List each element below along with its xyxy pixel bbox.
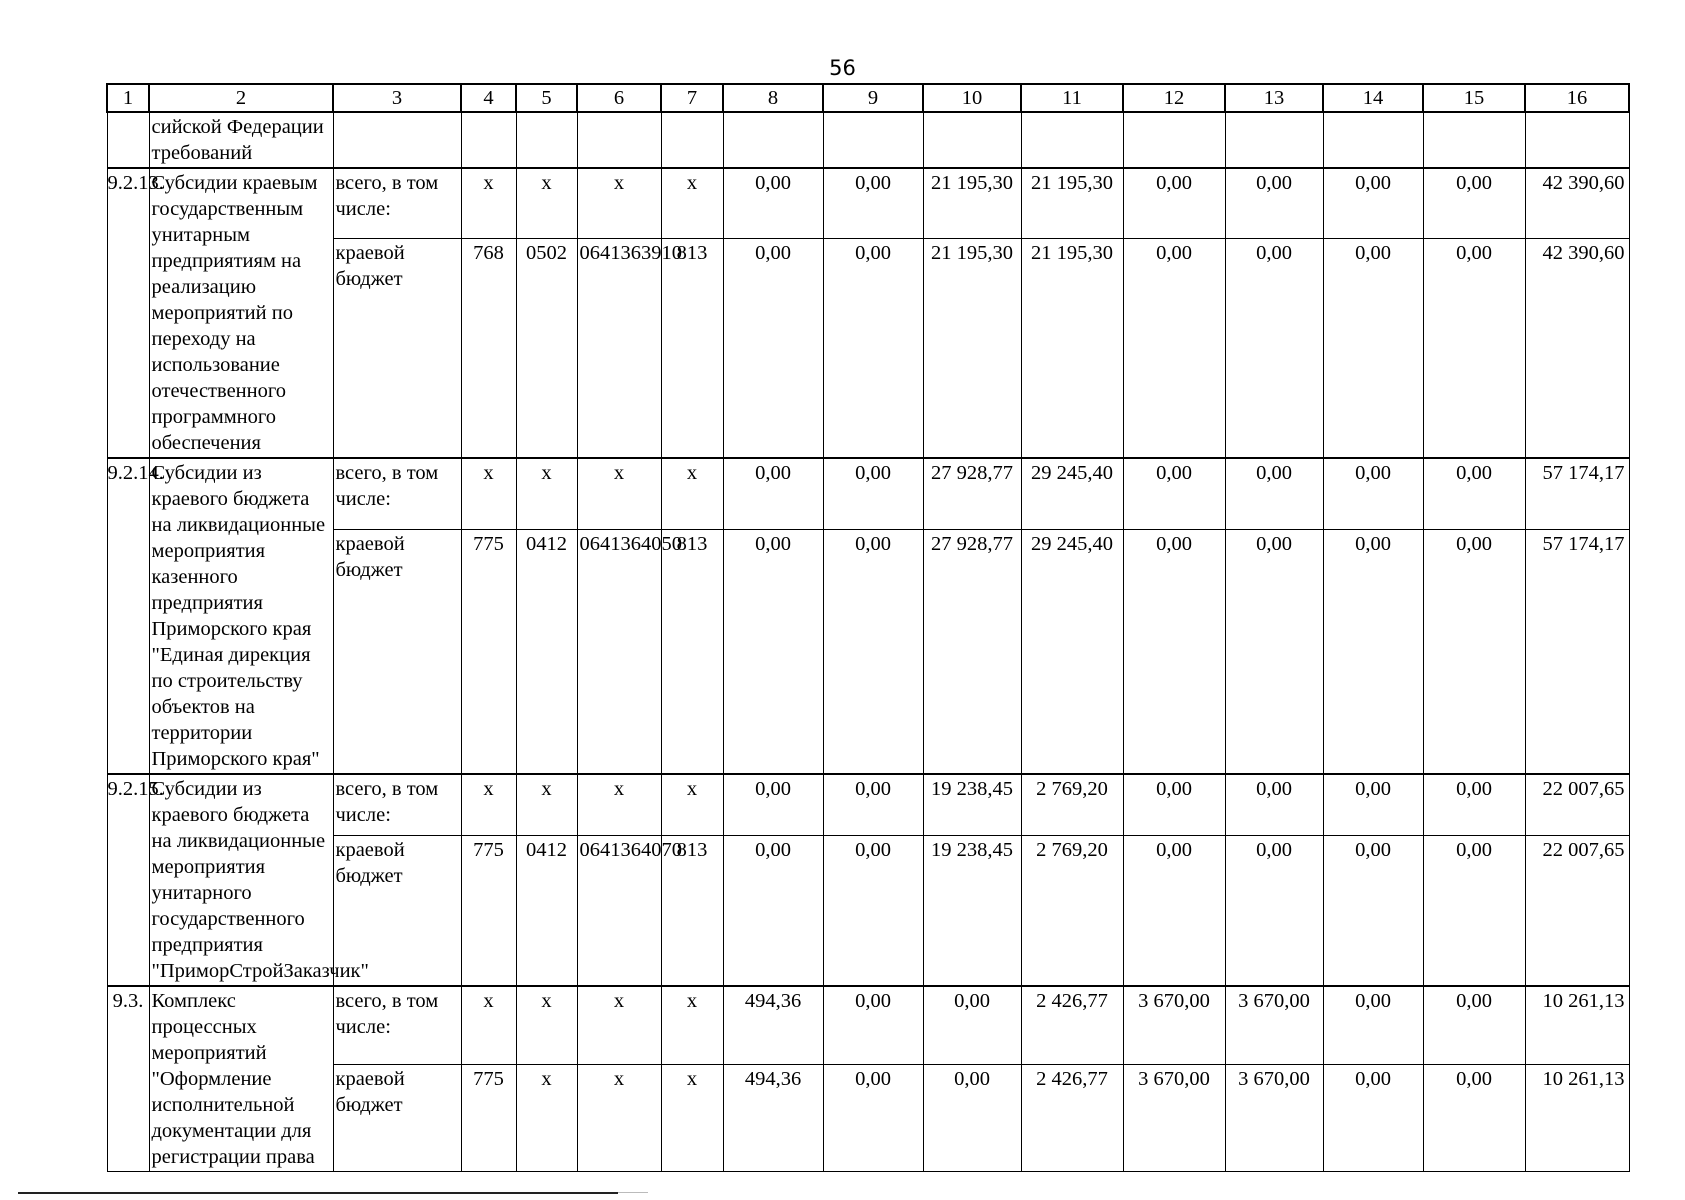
cell-col-14: 0,00 [1323, 986, 1423, 1065]
cell-col-7: x [661, 774, 723, 836]
row-total [107, 168, 1629, 239]
cell-col-5: x [516, 458, 577, 530]
col-header-4: 4 [461, 84, 516, 112]
funding-source: всего, в том числе: [333, 168, 461, 239]
cell-col-6: 0641364070 [577, 836, 661, 986]
cell-col-12: 0,00 [1123, 836, 1225, 986]
page-number: 56 [829, 56, 856, 80]
col-header-15: 15 [1423, 84, 1525, 112]
cell-col-6: x [577, 986, 661, 1065]
header-row [107, 84, 1629, 112]
col-header-11: 11 [1021, 84, 1123, 112]
cell-col-13: 0,00 [1225, 836, 1323, 986]
row-description: Субсидии из краевого бюджета на ликвидационные мероприятия унитарного государственного предприятия "ПриморСтройЗаказчик" [149, 774, 333, 986]
col-header-3: 3 [333, 84, 461, 112]
cell-col-13: 0,00 [1225, 239, 1323, 458]
col-header-9: 9 [823, 84, 923, 112]
cell-col-13: 0,00 [1225, 458, 1323, 530]
cell-col-12: 3 670,00 [1123, 986, 1225, 1065]
cell-col-10: 21 195,30 [923, 168, 1021, 239]
cell-col-16: 57 174,17 [1525, 458, 1629, 530]
cell-col-14: 0,00 [1323, 774, 1423, 836]
cell-col-16: 42 390,60 [1525, 239, 1629, 458]
cell-col-8: 0,00 [723, 530, 823, 774]
col-header-2: 2 [149, 84, 333, 112]
funding-source: краевой бюджет [333, 239, 461, 458]
cell-col-5: x [516, 774, 577, 836]
cell-col-9: 0,00 [823, 530, 923, 774]
cell-col-15: 0,00 [1423, 239, 1525, 458]
cell-col-5: 0412 [516, 530, 577, 774]
cell-col-12: 3 670,00 [1123, 1065, 1225, 1172]
cell-col-9: 0,00 [823, 1065, 923, 1172]
cell-col-16: 57 174,17 [1525, 530, 1629, 774]
cell-col-10: 27 928,77 [923, 458, 1021, 530]
cell-col-4: x [461, 168, 516, 239]
cell-col-11: 2 426,77 [1021, 1065, 1123, 1172]
cell-col-15: 0,00 [1423, 836, 1525, 986]
col-header-1: 1 [107, 84, 149, 112]
funding-source: краевой бюджет [333, 1065, 461, 1172]
cell-col-16: 22 007,65 [1525, 836, 1629, 986]
row-description: Субсидии краевым государственным унитарным предприятиям на реализацию мероприятий по переходу на использование отечественного программного обеспечения [149, 168, 333, 458]
cell-col-9: 0,00 [823, 986, 923, 1065]
cell-col-4: x [461, 986, 516, 1065]
row-regional-budget [107, 239, 1629, 458]
cell-col-13: 0,00 [1225, 774, 1323, 836]
cell-col-11: 29 245,40 [1021, 458, 1123, 530]
cell-col-4: 768 [461, 239, 516, 458]
cell-col-6: 0641363910 [577, 239, 661, 458]
cell-col-7: x [661, 986, 723, 1065]
cell-col-16: 10 261,13 [1525, 986, 1629, 1065]
cell-col-13: 0,00 [1225, 530, 1323, 774]
cell-col-12: 0,00 [1123, 774, 1225, 836]
cell-col-7: 813 [661, 836, 723, 986]
cell-col-9: 0,00 [823, 458, 923, 530]
cell-col-16: 10 261,13 [1525, 1065, 1629, 1172]
cell-col-8: 0,00 [723, 836, 823, 986]
cell-col-10: 0,00 [923, 986, 1021, 1065]
cell-col-6: x [577, 458, 661, 530]
cell-col-15: 0,00 [1423, 1065, 1525, 1172]
cell-col-9: 0,00 [823, 774, 923, 836]
row-number: 9.2.15. [107, 774, 149, 986]
cell-col-12: 0,00 [1123, 530, 1225, 774]
row-description: Субсидии из краевого бюджета на ликвидационные мероприятия казенного предприятия Приморского края "Единая дирекция по строительству объектов на территории Приморского края" [149, 458, 333, 774]
cell-col-11: 2 426,77 [1021, 986, 1123, 1065]
cell-col-11: 21 195,30 [1021, 239, 1123, 458]
row-total [107, 458, 1629, 530]
cell-col-5: x [516, 1065, 577, 1172]
cell-col-7: x [661, 168, 723, 239]
cell-col-8: 0,00 [723, 239, 823, 458]
cell-col-14: 0,00 [1323, 1065, 1423, 1172]
cell-col-6: 0641364050 [577, 530, 661, 774]
cell-col-15: 0,00 [1423, 774, 1525, 836]
cell-col-15: 0,00 [1423, 458, 1525, 530]
cell-col-9: 0,00 [823, 239, 923, 458]
cell-col-9: 0,00 [823, 836, 923, 986]
cell-col-5: x [516, 986, 577, 1065]
cell-col-5: 0412 [516, 836, 577, 986]
col-header-8: 8 [723, 84, 823, 112]
funding-source: краевой бюджет [333, 530, 461, 774]
cell-col-11: 21 195,30 [1021, 168, 1123, 239]
cell-col-9: 0,00 [823, 168, 923, 239]
cell-col-4: 775 [461, 836, 516, 986]
cell-col-12: 0,00 [1123, 168, 1225, 239]
cell-col-6: x [577, 168, 661, 239]
continuation-desc: сийской Федерации требований [149, 112, 333, 168]
cell-col-10: 0,00 [923, 1065, 1021, 1172]
cell-col-15: 0,00 [1423, 530, 1525, 774]
cell-col-5: 0502 [516, 239, 577, 458]
footer-rule [18, 1192, 618, 1194]
funding-source: всего, в том числе: [333, 774, 461, 836]
cell-col-8: 0,00 [723, 774, 823, 836]
cell-col-7: 813 [661, 239, 723, 458]
budget-table [106, 83, 1630, 1172]
funding-source: всего, в том числе: [333, 458, 461, 530]
cell-col-16: 42 390,60 [1525, 168, 1629, 239]
cell-col-4: x [461, 774, 516, 836]
cell-col-6: x [577, 774, 661, 836]
row-regional-budget [107, 1065, 1629, 1172]
cell-col-11: 2 769,20 [1021, 836, 1123, 986]
row-total [107, 774, 1629, 836]
cell-col-4: x [461, 458, 516, 530]
col-header-7: 7 [661, 84, 723, 112]
cell-col-16: 22 007,65 [1525, 774, 1629, 836]
row-number: 9.2.13. [107, 168, 149, 458]
cell-col-8: 494,36 [723, 986, 823, 1065]
funding-source: всего, в том числе: [333, 986, 461, 1065]
cell-col-11: 2 769,20 [1021, 774, 1123, 836]
cell-col-7: x [661, 1065, 723, 1172]
cell-col-4: 775 [461, 530, 516, 774]
col-header-10: 10 [923, 84, 1021, 112]
row-description: Комплекс процессных мероприятий "Оформление исполнительной документации для регистрации права [149, 986, 333, 1172]
row-regional-budget [107, 530, 1629, 774]
cell-col-4: 775 [461, 1065, 516, 1172]
cell-col-12: 0,00 [1123, 458, 1225, 530]
cell-col-7: x [661, 458, 723, 530]
cell-col-6: x [577, 1065, 661, 1172]
cell-col-14: 0,00 [1323, 530, 1423, 774]
cell-col-5: x [516, 168, 577, 239]
funding-source: краевой бюджет [333, 836, 461, 986]
col-header-5: 5 [516, 84, 577, 112]
cell-col-12: 0,00 [1123, 239, 1225, 458]
cell-col-14: 0,00 [1323, 239, 1423, 458]
cell-col-15: 0,00 [1423, 986, 1525, 1065]
cell-col-8: 494,36 [723, 1065, 823, 1172]
cell-col-10: 19 238,45 [923, 774, 1021, 836]
row-total [107, 986, 1629, 1065]
footer-rule-faint [618, 1192, 648, 1193]
cell-col-14: 0,00 [1323, 458, 1423, 530]
continuation-row [107, 112, 1629, 168]
cell-col-10: 21 195,30 [923, 239, 1021, 458]
cell-col-8: 0,00 [723, 458, 823, 530]
col-header-14: 14 [1323, 84, 1423, 112]
cell-col-15: 0,00 [1423, 168, 1525, 239]
cell-col-8: 0,00 [723, 168, 823, 239]
col-header-6: 6 [577, 84, 661, 112]
col-header-12: 12 [1123, 84, 1225, 112]
cell-col-10: 19 238,45 [923, 836, 1021, 986]
cell-col-11: 29 245,40 [1021, 530, 1123, 774]
cell-col-13: 3 670,00 [1225, 1065, 1323, 1172]
cell-col-7: 813 [661, 530, 723, 774]
cell-col-14: 0,00 [1323, 836, 1423, 986]
cell-col-14: 0,00 [1323, 168, 1423, 239]
cell-col-13: 3 670,00 [1225, 986, 1323, 1065]
col-header-13: 13 [1225, 84, 1323, 112]
col-header-16: 16 [1525, 84, 1629, 112]
row-number: 9.3. [107, 986, 149, 1172]
row-number: 9.2.14. [107, 458, 149, 774]
cell-col-10: 27 928,77 [923, 530, 1021, 774]
cell-col-13: 0,00 [1225, 168, 1323, 239]
